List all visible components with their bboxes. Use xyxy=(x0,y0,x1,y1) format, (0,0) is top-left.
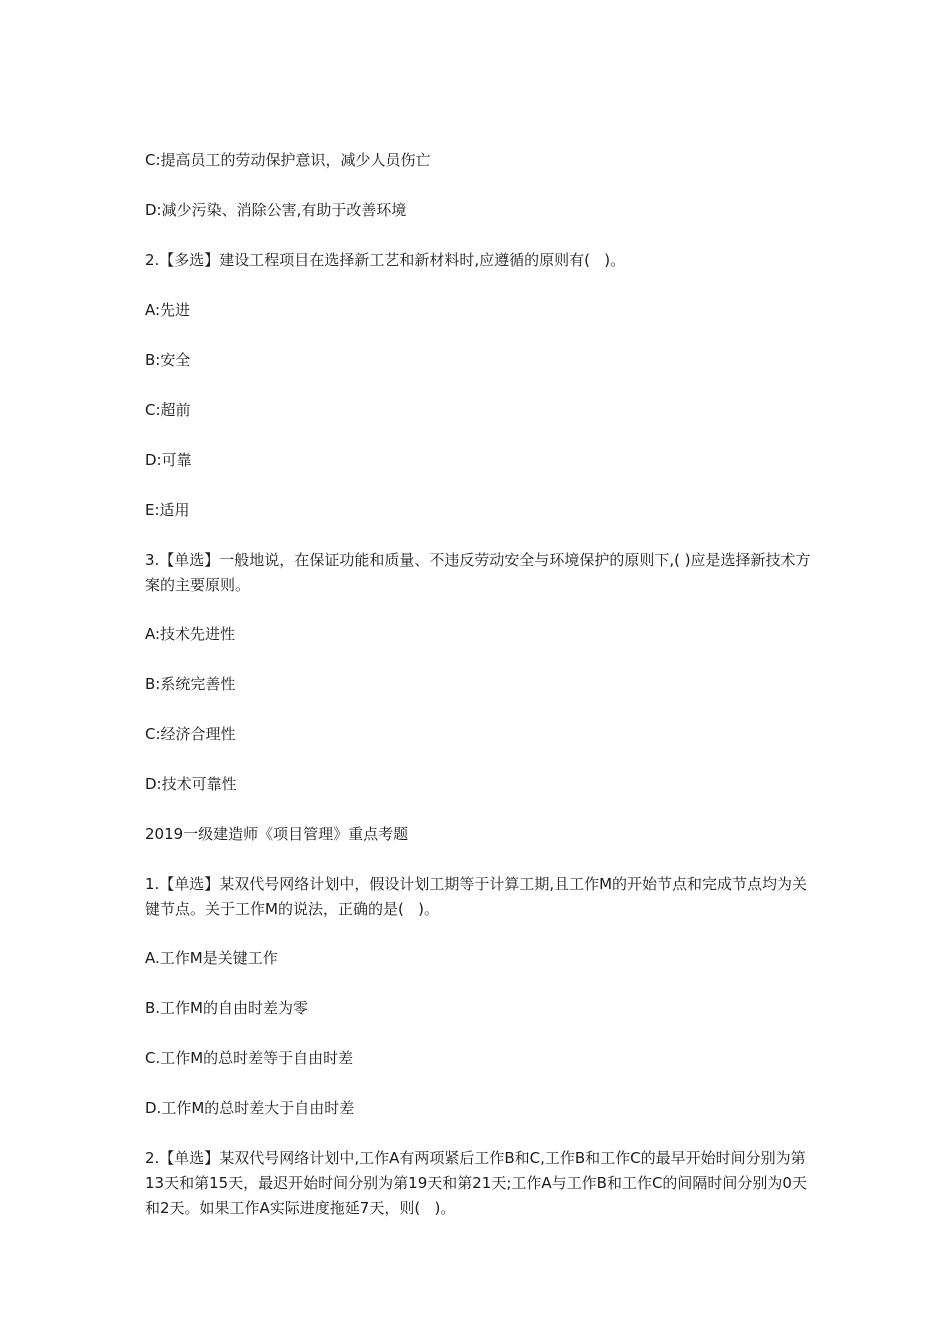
option-b-q2: B:安全 xyxy=(145,351,191,369)
question-1-single: 1.【单选】某双代号网络计划中，假设计划工期等于计算工期,且工作M的开始节点和完成节点均为关键节点。关于工作M的说法，正确的是( )。 xyxy=(145,875,808,918)
section-heading: 2019一级建造师《项目管理》重点考题 xyxy=(145,825,409,843)
option-c-q1b: C.工作M的总时差等于自由时差 xyxy=(145,1049,354,1067)
option-a-q3: A:技术先进性 xyxy=(145,625,236,643)
option-d-q1b: D.工作M的总时差大于自由时差 xyxy=(145,1099,355,1117)
option-a-q1b: A.工作M是关键工作 xyxy=(145,949,278,967)
question-2-single: 2.【单选】某双代号网络计划中,工作A有两项紧后工作B和C,工作B和工作C的最早开始时间分别为第13天和第15天，最迟开始时间分别为第19天和第21天;工作A与工作B和工作C的间隔时间分别为0天和2天。如果工作A实际进度拖延7天，则( )。 xyxy=(145,1149,807,1217)
option-a-q2: A:先进 xyxy=(145,301,191,319)
option-b-q3: B:系统完善性 xyxy=(145,675,236,693)
option-c-q3: C:经济合理性 xyxy=(145,725,236,743)
option-e-q2: E:适用 xyxy=(145,501,190,519)
option-c-q2: C:超前 xyxy=(145,401,191,419)
option-d-q2: D:可靠 xyxy=(145,451,192,469)
option-d-q3: D:技术可靠性 xyxy=(145,775,237,793)
question-3-single: 3.【单选】一般地说，在保证功能和质量、不违反劳动安全与环境保护的原则下,( )应是选择新技术方案的主要原则。 xyxy=(145,551,811,594)
option-c-q1: C:提高员工的劳动保护意识，减少人员伤亡 xyxy=(145,151,431,169)
question-2-multi: 2.【多选】建设工程项目在选择新工艺和新材料时,应遵循的原则有( )。 xyxy=(145,251,626,269)
option-d-q1: D:减少污染、消除公害,有助于改善环境 xyxy=(145,201,407,219)
option-b-q1b: B.工作M的自由时差为零 xyxy=(145,999,309,1017)
